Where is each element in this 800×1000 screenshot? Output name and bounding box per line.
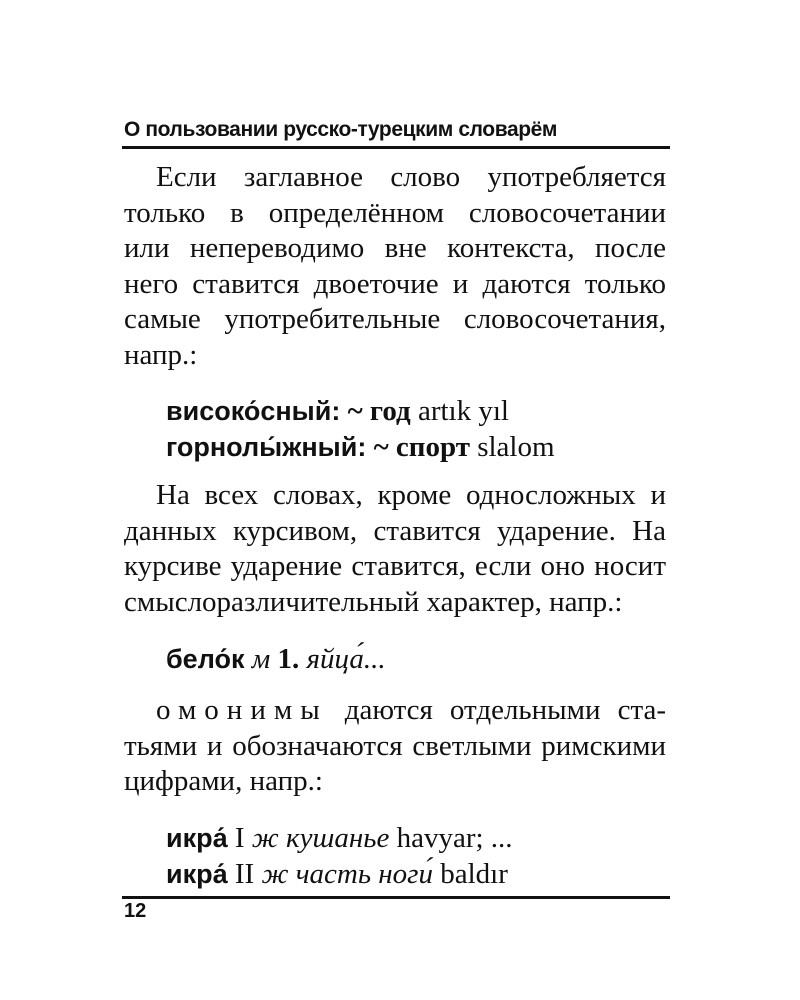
- page-number: 12: [124, 900, 147, 922]
- text-line: Если заглавное слово употребляется: [156, 161, 666, 193]
- term-spaced: омонимы: [156, 694, 328, 726]
- entry-translation: slalom: [477, 431, 555, 463]
- text-line: только в определённом словосочетании: [124, 196, 666, 229]
- text-line: данных курсивом, ставится ударение. На: [124, 514, 666, 547]
- entry-text: яйца́...: [306, 643, 386, 675]
- entry-grammar: ж: [251, 822, 279, 854]
- example-block-colon: [166, 393, 555, 465]
- text-line: самые употребительные словосочетания,: [124, 303, 666, 335]
- paragraph-homonyms: [124, 693, 666, 800]
- text-line: цифрами, напр.:: [124, 765, 323, 797]
- entry-gloss: часть ноги́: [295, 858, 433, 890]
- entry-headword: горнолы́жный:: [166, 432, 367, 462]
- example-block-stress: [166, 641, 386, 677]
- example-entry: [166, 393, 555, 429]
- text-fragment: даются отдельными ста-: [344, 694, 666, 726]
- text-line: тьями и обозначаются светлыми римскими: [124, 729, 666, 762]
- entry-phrase: ~ год: [347, 395, 411, 427]
- entry-headword: икра́: [166, 859, 228, 889]
- entry-phrase: ~ спорт: [373, 431, 470, 463]
- text-line: напр.:: [124, 338, 198, 371]
- entry-grammar: ж: [261, 858, 289, 890]
- running-header: О пользовании русско-турецким словарём: [124, 118, 558, 141]
- example-entry: [166, 641, 386, 677]
- entry-headword: високо́сный:: [166, 396, 341, 426]
- paragraph-colon-usage: [124, 160, 666, 373]
- example-entry: [166, 429, 555, 465]
- paragraph-stress-marks: [124, 478, 666, 620]
- entry-roman-numeral: II: [234, 858, 255, 890]
- entry-roman-numeral: I: [234, 822, 245, 854]
- entry-translation: baldır: [440, 858, 508, 890]
- entry-grammar: м: [251, 643, 271, 675]
- example-block-homonyms: [166, 820, 513, 892]
- text-line: На всех словах, кроме односложных и: [156, 479, 666, 511]
- text-line: смыслоразличительный характер, напр.:: [124, 585, 623, 618]
- footer-rule: [122, 896, 670, 899]
- text-line: [124, 693, 666, 729]
- text-line: или непереводимо вне контекста, после: [124, 232, 666, 264]
- entry-gloss: кушанье: [286, 822, 390, 854]
- header-rule: [122, 146, 670, 149]
- example-entry: [166, 856, 513, 892]
- text-line: курсиве ударение ставится, если оно носит: [124, 550, 666, 582]
- entry-sense-number: 1.: [277, 643, 300, 675]
- entry-translation: havyar; ...: [396, 822, 513, 854]
- entry-headword: икра́: [166, 823, 228, 853]
- text-line: него ставится двоеточие и даются только: [124, 267, 666, 300]
- example-entry: [166, 820, 513, 856]
- entry-translation: artık yıl: [417, 395, 509, 427]
- entry-headword: бело́к: [166, 644, 245, 674]
